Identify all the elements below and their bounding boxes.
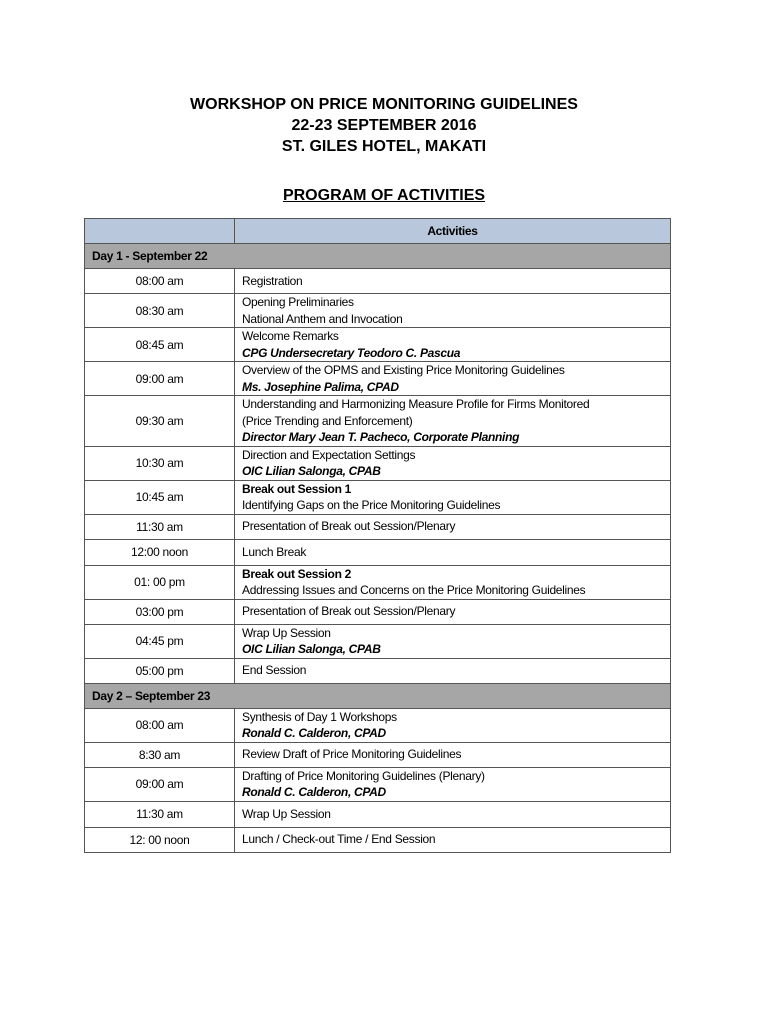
table-row (85, 396, 671, 447)
table-row (85, 599, 671, 624)
session-title: Break out Session 1 (242, 481, 352, 496)
time-cell: 08:30 am (85, 294, 235, 328)
day1-label: Day 1 - September 22 (85, 244, 671, 269)
speaker-name: Director Mary Jean T. Pacheco, Corporate Planning (242, 430, 520, 444)
activity-text: Drafting of Price Monitoring Guidelines (Plenary) (242, 768, 485, 783)
activity-text: Identifying Gaps on the Price Monitoring Guidelines (242, 498, 501, 512)
time-cell: 08:00 am (85, 708, 235, 742)
activity-text: Presentation of Break out Session/Plenary (242, 519, 456, 534)
time-cell: 10:45 am (85, 480, 235, 514)
activity-cell (235, 767, 671, 801)
table-row (85, 269, 671, 294)
activity-text: Understanding and Harmonizing Measure Profile for Firms Monitored (242, 397, 590, 411)
speaker-name: OIC Lilian Salonga, CPAB (242, 642, 381, 656)
table-row (85, 624, 671, 658)
activity-text: National Anthem and Invocation (242, 311, 403, 326)
time-cell: 09:00 am (85, 767, 235, 801)
time-cell: 08:45 am (85, 328, 235, 362)
table-row (85, 742, 671, 767)
speaker-name: CPG Undersecretary Teodoro C. Pascua (242, 345, 461, 360)
day2-label: Day 2 – September 23 (85, 683, 671, 708)
activity-text: Lunch Break (242, 544, 307, 559)
day1-row (85, 244, 671, 269)
activity-text: Review Draft of Price Monitoring Guidelines (242, 747, 462, 762)
activity-text: Synthesis of Day 1 Workshops (242, 709, 397, 724)
table-row (85, 827, 671, 852)
activity-text: Wrap Up Session (242, 806, 331, 821)
table-row (85, 514, 671, 539)
table-row (85, 328, 671, 362)
table-row (85, 767, 671, 801)
table-header-row (85, 219, 671, 244)
table-row (85, 480, 671, 514)
activity-cell (235, 565, 671, 599)
time-cell: 03:00 pm (85, 599, 235, 624)
schedule-table (84, 218, 671, 853)
time-cell: 01: 00 pm (85, 565, 235, 599)
table-row (85, 801, 671, 827)
table-row (85, 658, 671, 683)
table-row (85, 708, 671, 742)
workshop-dates: 22-23 SEPTEMBER 2016 (291, 117, 477, 134)
time-column-header (85, 219, 235, 244)
time-cell: 11:30 am (85, 801, 235, 827)
workshop-title: WORKSHOP ON PRICE MONITORING GUIDELINES (190, 96, 578, 113)
activity-cell (235, 801, 671, 827)
activity-cell (235, 624, 671, 658)
time-cell: 12:00 noon (85, 539, 235, 565)
activity-cell (235, 742, 671, 767)
table-row (85, 362, 671, 396)
time-cell: 05:00 pm (85, 658, 235, 683)
activity-cell (235, 514, 671, 539)
program-title: PROGRAM OF ACTIVITIES (282, 187, 486, 204)
speaker-name: Ronald C. Calderon, CPAD (242, 726, 386, 740)
activity-text: Lunch / Check-out Time / End Session (242, 832, 436, 847)
activity-text: Direction and Expectation Settings (242, 447, 416, 462)
time-cell: 09:30 am (85, 396, 235, 447)
activity-text: Welcome Remarks (242, 329, 339, 343)
activity-text: Wrap Up Session (242, 625, 331, 640)
activity-text: Overview of the OPMS and Existing Price Monitoring Guidelines (242, 363, 565, 377)
activity-cell (235, 708, 671, 742)
speaker-name: Ronald C. Calderon, CPAD (242, 785, 386, 799)
activity-cell (235, 599, 671, 624)
activity-text: Registration (242, 273, 303, 288)
table-row (85, 565, 671, 599)
time-cell: 04:45 pm (85, 624, 235, 658)
time-cell: 12: 00 noon (85, 827, 235, 852)
time-cell: 09:00 am (85, 362, 235, 396)
activity-cell (235, 362, 671, 396)
activity-cell (235, 539, 671, 565)
activity-cell (235, 480, 671, 514)
day2-row (85, 683, 671, 708)
document-header (0, 94, 768, 157)
table-row (85, 539, 671, 565)
activity-text: End Session (242, 663, 307, 678)
table-row (85, 446, 671, 480)
speaker-name: Ms. Josephine Palima, CPAD (242, 379, 399, 394)
activity-cell (235, 269, 671, 294)
activity-cell (235, 446, 671, 480)
activity-text: Opening Preliminaries (242, 295, 354, 309)
activity-cell (235, 328, 671, 362)
activity-cell (235, 827, 671, 852)
session-title: Break out Session 2 (242, 566, 352, 581)
time-cell: 11:30 am (85, 514, 235, 539)
speaker-name: OIC Lilian Salonga, CPAB (242, 464, 381, 478)
activities-column-header: Activities (235, 219, 671, 244)
time-cell: 08:00 am (85, 269, 235, 294)
workshop-venue: ST. GILES HOTEL, MAKATI (281, 138, 487, 155)
table-row (85, 294, 671, 328)
activity-cell (235, 396, 671, 447)
activity-text: (Price Trending and Enforcement) (242, 413, 413, 428)
time-cell: 10:30 am (85, 446, 235, 480)
activity-cell (235, 294, 671, 328)
activity-text: Addressing Issues and Concerns on the Price Monitoring Guidelines (242, 583, 586, 597)
time-cell: 8:30 am (85, 742, 235, 767)
activity-text: Presentation of Break out Session/Plenary (242, 604, 456, 619)
activity-cell (235, 658, 671, 683)
